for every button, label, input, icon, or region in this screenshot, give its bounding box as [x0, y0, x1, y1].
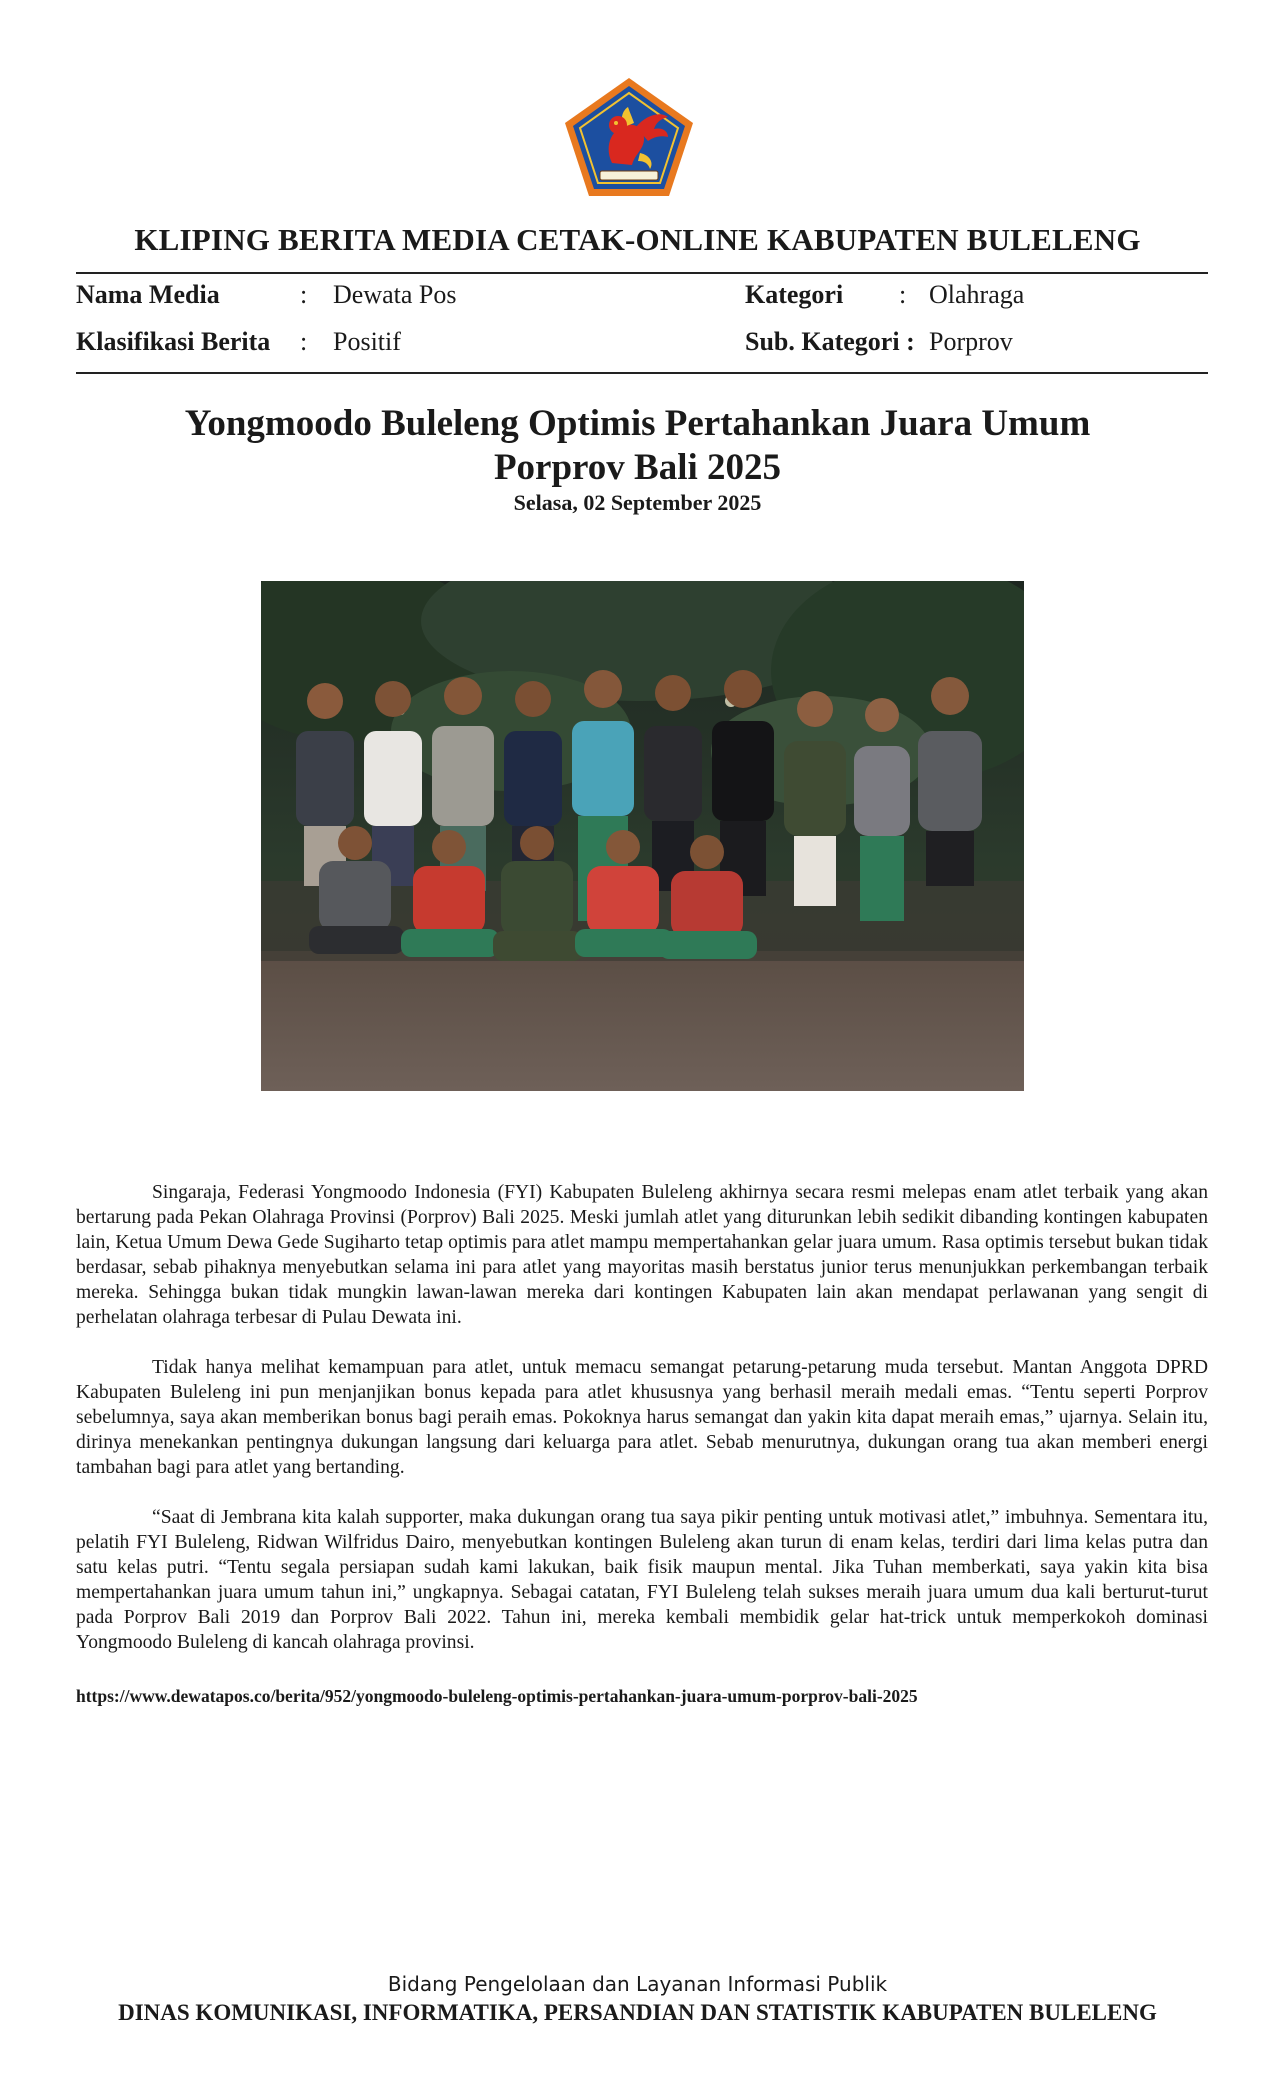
subcategory-label: Sub. Kategori : — [745, 327, 915, 356]
article-paragraph: “Saat di Jembrana kita kalah supporter, maka dukungan orang tua saya pikir penting untuk motivasi atlet,” imbuhnya. Sementara itu, pelatih FYI Buleleng, Ridwan Wilfridus Dairo, menyebutkan kontingen Buleleng akan turun di enam kelas, terdiri dari lima kelas putra dan satu kelas putri. “Tentu segala persiapan sudah kami lakukan, baik fisik maupun mental. Jika Tuhan memberkati, saya yakin kita bisa mempertahankan juara umum tahun ini,” ungkapnya. Sebagai catatan, FYI Buleleng telah sukses meraih juara umum dua kali berturut-turut pada Porprov Bali 2019 dan Porprov Bali 2022. Tahun ini, mereka kembali membidik gelar hat-trick untuk memperkokoh dominasi Yongmoodo Buleleng di kancah olahraga provinsi. — [76, 1507, 1208, 1653]
classification-value: Positif — [333, 327, 401, 356]
classification-label: Klasifikasi Berita — [76, 327, 271, 356]
classification-separator: : — [300, 327, 308, 356]
article-body — [76, 1180, 1208, 1680]
header-bottom-divider — [76, 372, 1208, 374]
article-photo — [261, 581, 1024, 1091]
media-name-label: Nama Media — [76, 280, 220, 309]
category-value: Olahraga — [929, 280, 1025, 309]
category-separator: : — [899, 280, 907, 309]
article-paragraph: Tidak hanya melihat kemampuan para atlet, untuk memacu semangat petarung-petarung muda tersebut. Mantan Anggota DPRD Kabupaten Buleleng ini pun menjanjikan bonus kepada para atlet khususnya yang berhasil meraih medali emas. “Tentu seperti Porprov sebelumnya, saya akan memberikan bonus bagi peraih emas. Pokoknya harus semangat dan yakin kita dapat meraih emas,” ujarnya. Selain itu, dirinya menekankan pentingnya dukungan langsung dari keluarga para atlet. Sebab menurutnya, dukungan orang tua akan memberi energi tambahan bagi para atlet yang bertanding. — [76, 1357, 1208, 1478]
article-paragraph: Singaraja, Federasi Yongmoodo Indonesia (FYI) Kabupaten Buleleng akhirnya secara resmi melepas enam atlet terbaik yang akan bertarung pada Pekan Olahraga Provinsi (Porprov) Bali 2025. Meski jumlah atlet yang diturunkan lebih sedikit dibanding kontingen kabupaten lain, Ketua Umum Dewa Gede Sugiharto tetap optimis para atlet mampu mempertahankan gelar juara umum. Rasa optimis tersebut bukan tidak berdasar, sebab pihaknya menyebutkan selama ini para atlet yang mayoritas masih berstatus junior terus menunjukkan perkembangan terbaik mereka. Sehingga bukan tidak mungkin lawan-lawan mereka dari kontingen Kabupaten lain akan mendapat perlawanan yang sengit di perhelatan olahraga terbesar di Pulau Dewata ini. — [76, 1182, 1208, 1328]
article-title — [0, 402, 1275, 490]
source-url-link[interactable]: https://www.dewatapos.co/berita/952/yongmoodo-buleleng-optimis-pertahankan-juara-umum-porprov-bali-2025 — [76, 1686, 918, 1706]
footer-agency: DINAS KOMUNIKASI, INFORMATIKA, PERSANDIAN DAN STATISTIK KABUPATEN BULELENG — [118, 2000, 1157, 2025]
article-date: Selasa, 02 September 2025 — [513, 490, 762, 515]
document-title: KLIPING BERITA MEDIA CETAK-ONLINE KABUPATEN BULELENG — [134, 222, 1141, 257]
subcategory-value: Porprov — [929, 327, 1013, 356]
category-label: Kategori — [745, 280, 844, 309]
article-title-line-1: Yongmoodo Buleleng Optimis Pertahankan Juara Umum — [184, 403, 1091, 444]
article-title-line-2: Porprov Bali 2025 — [493, 447, 782, 488]
kabupaten-buleleng-logo — [562, 75, 696, 199]
media-name-value: Dewata Pos — [333, 280, 457, 309]
media-name-separator: : — [300, 280, 308, 309]
footer-department: Bidang Pengelolaan dan Layanan Informasi Publik — [387, 1972, 888, 1996]
header-top-divider — [76, 272, 1208, 274]
